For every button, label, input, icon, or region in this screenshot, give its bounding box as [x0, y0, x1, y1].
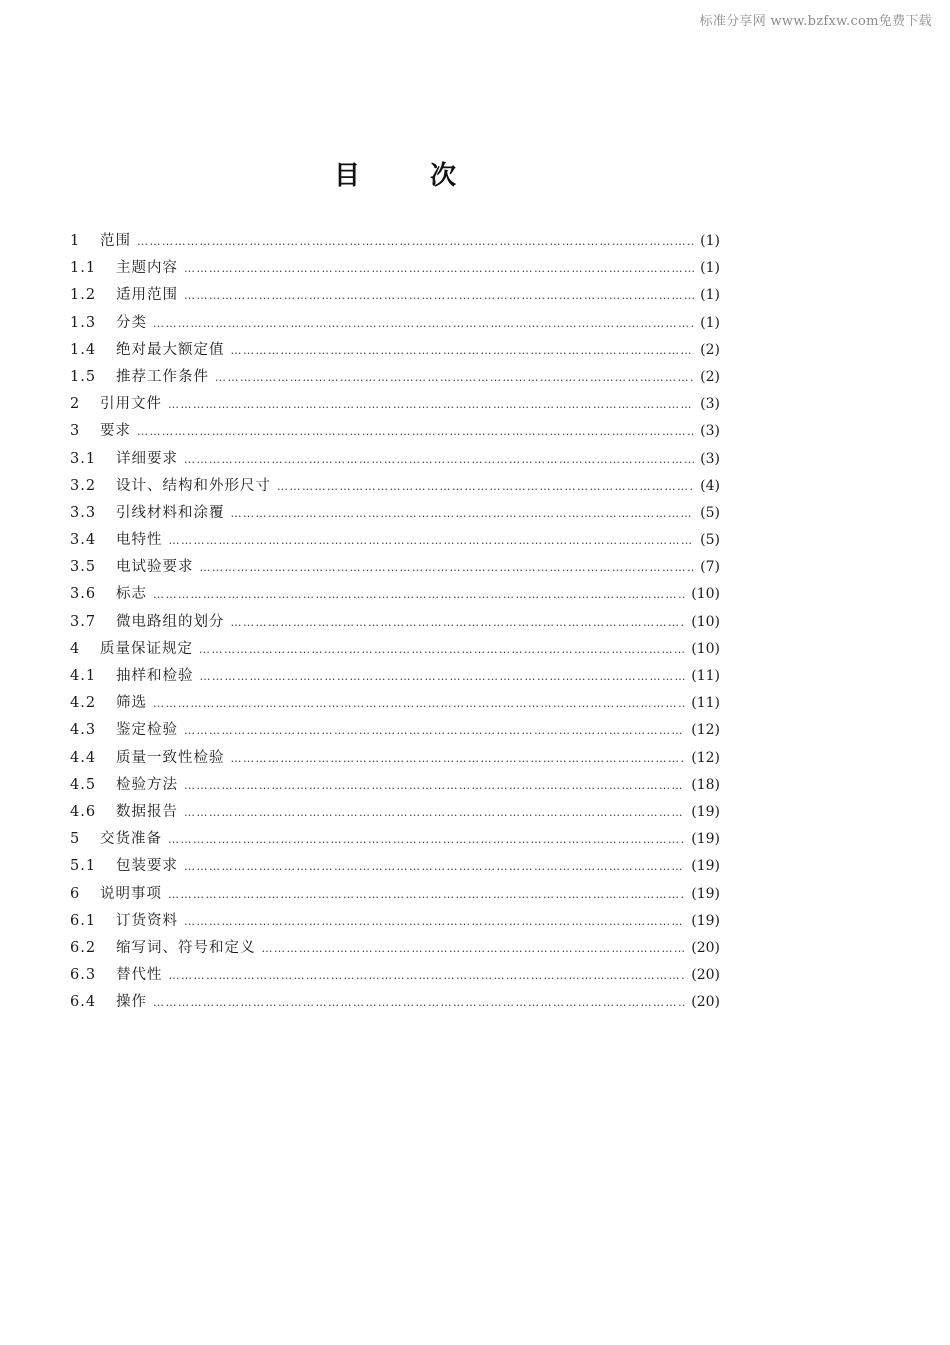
page-title: 目次 — [333, 161, 526, 191]
toc-entry-leader-dots — [153, 310, 694, 337]
toc-entry-page: (1) — [700, 233, 720, 249]
toc-entry[interactable] — [70, 500, 720, 527]
toc-entry-page: (5) — [700, 532, 720, 549]
toc-entry-title: 推荐工作条件 — [116, 368, 209, 385]
toc-entry-title: 详细要求 — [116, 450, 178, 467]
toc-entry-leader-dots — [137, 418, 694, 445]
toc-entry-number: 5 — [70, 831, 81, 848]
toc-entry-leader-dots — [184, 853, 685, 880]
toc-entry[interactable] — [70, 473, 720, 500]
toc-entry-leader-dots — [168, 391, 694, 418]
toc-entry-number: 4 — [70, 640, 81, 657]
toc-entry-leader-dots — [199, 636, 685, 663]
toc-entry-title: 电试验要求 — [116, 559, 194, 576]
toc-entry-number: 1.5 — [70, 368, 97, 385]
toc-entry-title: 微电路组的划分 — [116, 613, 225, 630]
toc-entry-title: 绝对最大额定值 — [116, 341, 225, 358]
toc-entry-number: 3 — [70, 423, 81, 440]
toc-entry[interactable] — [70, 799, 720, 826]
toc-entry-page: (18) — [691, 776, 720, 793]
toc-entry-title: 适用范围 — [116, 287, 178, 304]
toc-entry-number: 4.5 — [70, 776, 97, 793]
toc-entry-page: (12) — [691, 749, 720, 766]
toc-entry-title: 筛选 — [116, 695, 147, 712]
toc-entry-leader-dots — [215, 364, 694, 391]
toc-entry-leader-dots — [184, 255, 694, 282]
toc-entry-number: 6 — [70, 885, 81, 902]
toc-entry-leader-dots — [169, 527, 695, 554]
toc-entry[interactable] — [70, 527, 720, 554]
toc-entry-leader-dots — [153, 581, 685, 608]
toc-entry[interactable] — [70, 554, 720, 581]
toc-entry-leader-dots — [231, 500, 695, 527]
toc-entry-leader-dots — [184, 717, 685, 744]
toc-entry-page: (19) — [691, 885, 720, 902]
toc-entry-page: (19) — [691, 803, 720, 820]
toc-entry-number: 3.3 — [70, 504, 97, 521]
toc-entry-page: (1) — [700, 314, 720, 331]
toc-entry-title: 引用文件 — [100, 396, 162, 413]
toc-entry-page: (11) — [691, 695, 720, 712]
toc-entry-page: (10) — [691, 640, 720, 657]
toc-entry-number: 4.6 — [70, 803, 97, 820]
toc-entry-title: 替代性 — [116, 967, 163, 984]
toc-entry[interactable] — [70, 364, 720, 391]
toc-entry-page: (20) — [691, 994, 720, 1011]
toc-entry-number: 1.2 — [70, 287, 97, 304]
toc-entry-number: 6.2 — [70, 939, 97, 956]
toc-entry-page: (19) — [691, 858, 720, 875]
toc-entry-title: 操作 — [116, 994, 147, 1011]
toc-entry-title: 主题内容 — [116, 260, 178, 277]
toc-entry-number: 3.7 — [70, 613, 97, 630]
toc-entry-leader-dots — [231, 337, 695, 364]
watermark-text: 标准分享网 www.bzfxw.com免费下载 — [699, 14, 932, 29]
toc-entry[interactable] — [70, 663, 720, 690]
toc-entry-page: (3) — [700, 423, 720, 440]
toc-entry-number: 1.1 — [70, 260, 97, 277]
toc-entry-page: (3) — [700, 396, 720, 413]
toc-entry-number: 3.5 — [70, 559, 97, 576]
toc-entry[interactable] — [70, 228, 720, 255]
toc-entry[interactable] — [70, 337, 720, 364]
toc-entry-number: 6.1 — [70, 912, 97, 929]
toc-entry-page: (10) — [691, 613, 720, 630]
toc-entry[interactable] — [70, 717, 720, 744]
toc-entry[interactable] — [70, 989, 720, 1016]
toc-entry-title: 标志 — [116, 586, 147, 603]
toc-entry[interactable] — [70, 581, 720, 608]
toc-entry-number: 4.2 — [70, 695, 97, 712]
toc-entry-leader-dots — [168, 826, 685, 853]
toc-entry-title: 抽样和检验 — [116, 668, 194, 684]
toc-entry-number: 6.4 — [70, 994, 97, 1011]
toc-entry-title: 鉴定检验 — [116, 722, 178, 739]
toc-entry[interactable] — [70, 935, 720, 962]
toc-entry[interactable] — [70, 446, 720, 473]
toc-entry[interactable] — [70, 908, 720, 935]
toc-entry[interactable] — [70, 772, 720, 799]
toc-entry-number: 3.4 — [70, 532, 97, 549]
toc-entry-title: 分类 — [116, 314, 147, 331]
toc-entry-title: 电特性 — [116, 532, 163, 549]
toc-entry-page: (12) — [691, 722, 720, 739]
toc-entry-page: (1) — [700, 287, 720, 304]
toc-entry-title: 范围 — [100, 233, 131, 249]
toc-entry-number: 3.1 — [70, 450, 97, 467]
toc-entry[interactable] — [70, 881, 720, 908]
toc-entry-leader-dots — [231, 745, 686, 772]
toc-entry-number: 6.3 — [70, 967, 97, 984]
toc-entry[interactable] — [70, 418, 720, 445]
toc-entry-page: (1) — [700, 260, 720, 277]
toc-entry[interactable] — [70, 391, 720, 418]
toc-entry-page: (4) — [700, 477, 720, 494]
toc-entry-title: 订货资料 — [116, 912, 178, 929]
toc-entry-title: 交货准备 — [100, 831, 162, 848]
table-of-contents — [70, 228, 720, 1016]
toc-entry-title: 设计、结构和外形尺寸 — [116, 477, 271, 494]
toc-entry-title: 检验方法 — [116, 776, 178, 793]
toc-entry-number: 3.2 — [70, 477, 97, 494]
toc-entry-page: (3) — [700, 450, 720, 467]
toc-entry-number: 4.4 — [70, 749, 97, 766]
toc-entry-leader-dots — [200, 663, 686, 690]
toc-entry-leader-dots — [262, 935, 686, 962]
toc-entry-leader-dots — [200, 554, 695, 581]
toc-entry-page: (7) — [700, 559, 720, 576]
toc-entry-number: 4.1 — [70, 668, 97, 684]
toc-entry-leader-dots — [137, 228, 694, 255]
toc-entry[interactable] — [70, 853, 720, 880]
toc-entry-title: 数据报告 — [116, 803, 178, 820]
toc-entry[interactable] — [70, 310, 720, 337]
toc-entry[interactable] — [70, 826, 720, 853]
toc-entry-title: 说明事项 — [100, 885, 162, 902]
toc-entry-leader-dots — [168, 881, 685, 908]
toc-entry-leader-dots — [169, 962, 686, 989]
toc-entry[interactable] — [70, 255, 720, 282]
toc-entry-page: (10) — [691, 586, 720, 603]
toc-entry-title: 引线材料和涂覆 — [116, 504, 225, 521]
toc-entry-page: (2) — [700, 368, 720, 385]
toc-entry[interactable] — [70, 962, 720, 989]
toc-entry-number: 1.3 — [70, 314, 97, 331]
toc-entry-number: 1.4 — [70, 341, 97, 358]
toc-entry-leader-dots — [153, 690, 685, 717]
toc-entry-leader-dots — [184, 799, 685, 826]
toc-entry[interactable] — [70, 636, 720, 663]
toc-entry-number: 1 — [70, 233, 81, 249]
toc-entry-leader-dots — [231, 609, 686, 636]
toc-entry-title: 质量一致性检验 — [116, 749, 225, 766]
toc-entry-number: 3.6 — [70, 586, 97, 603]
toc-entry-title: 缩写词、符号和定义 — [116, 939, 256, 956]
toc-entry-number: 4.3 — [70, 722, 97, 739]
toc-entry-leader-dots — [184, 908, 685, 935]
toc-entry[interactable] — [70, 745, 720, 772]
toc-entry-number: 5.1 — [70, 858, 97, 875]
toc-entry-leader-dots — [153, 989, 685, 1016]
toc-entry-page: (20) — [691, 967, 720, 984]
toc-entry-title: 包装要求 — [116, 858, 178, 875]
toc-entry-leader-dots — [277, 473, 694, 500]
toc-entry-number: 2 — [70, 396, 81, 413]
toc-entry-page: (2) — [700, 341, 720, 358]
toc-entry-title: 质量保证规定 — [100, 640, 193, 657]
toc-entry-page: (20) — [691, 939, 720, 956]
toc-entry[interactable] — [70, 282, 720, 309]
toc-entry[interactable] — [70, 609, 720, 636]
toc-entry-leader-dots — [184, 282, 694, 309]
toc-entry-page: (19) — [691, 912, 720, 929]
toc-entry-leader-dots — [184, 772, 685, 799]
toc-entry-leader-dots — [184, 446, 694, 473]
toc-entry[interactable] — [70, 690, 720, 717]
toc-entry-title: 要求 — [100, 423, 131, 440]
toc-entry-page: (5) — [700, 504, 720, 521]
toc-entry-page: (11) — [691, 668, 720, 684]
toc-entry-page: (19) — [691, 831, 720, 848]
